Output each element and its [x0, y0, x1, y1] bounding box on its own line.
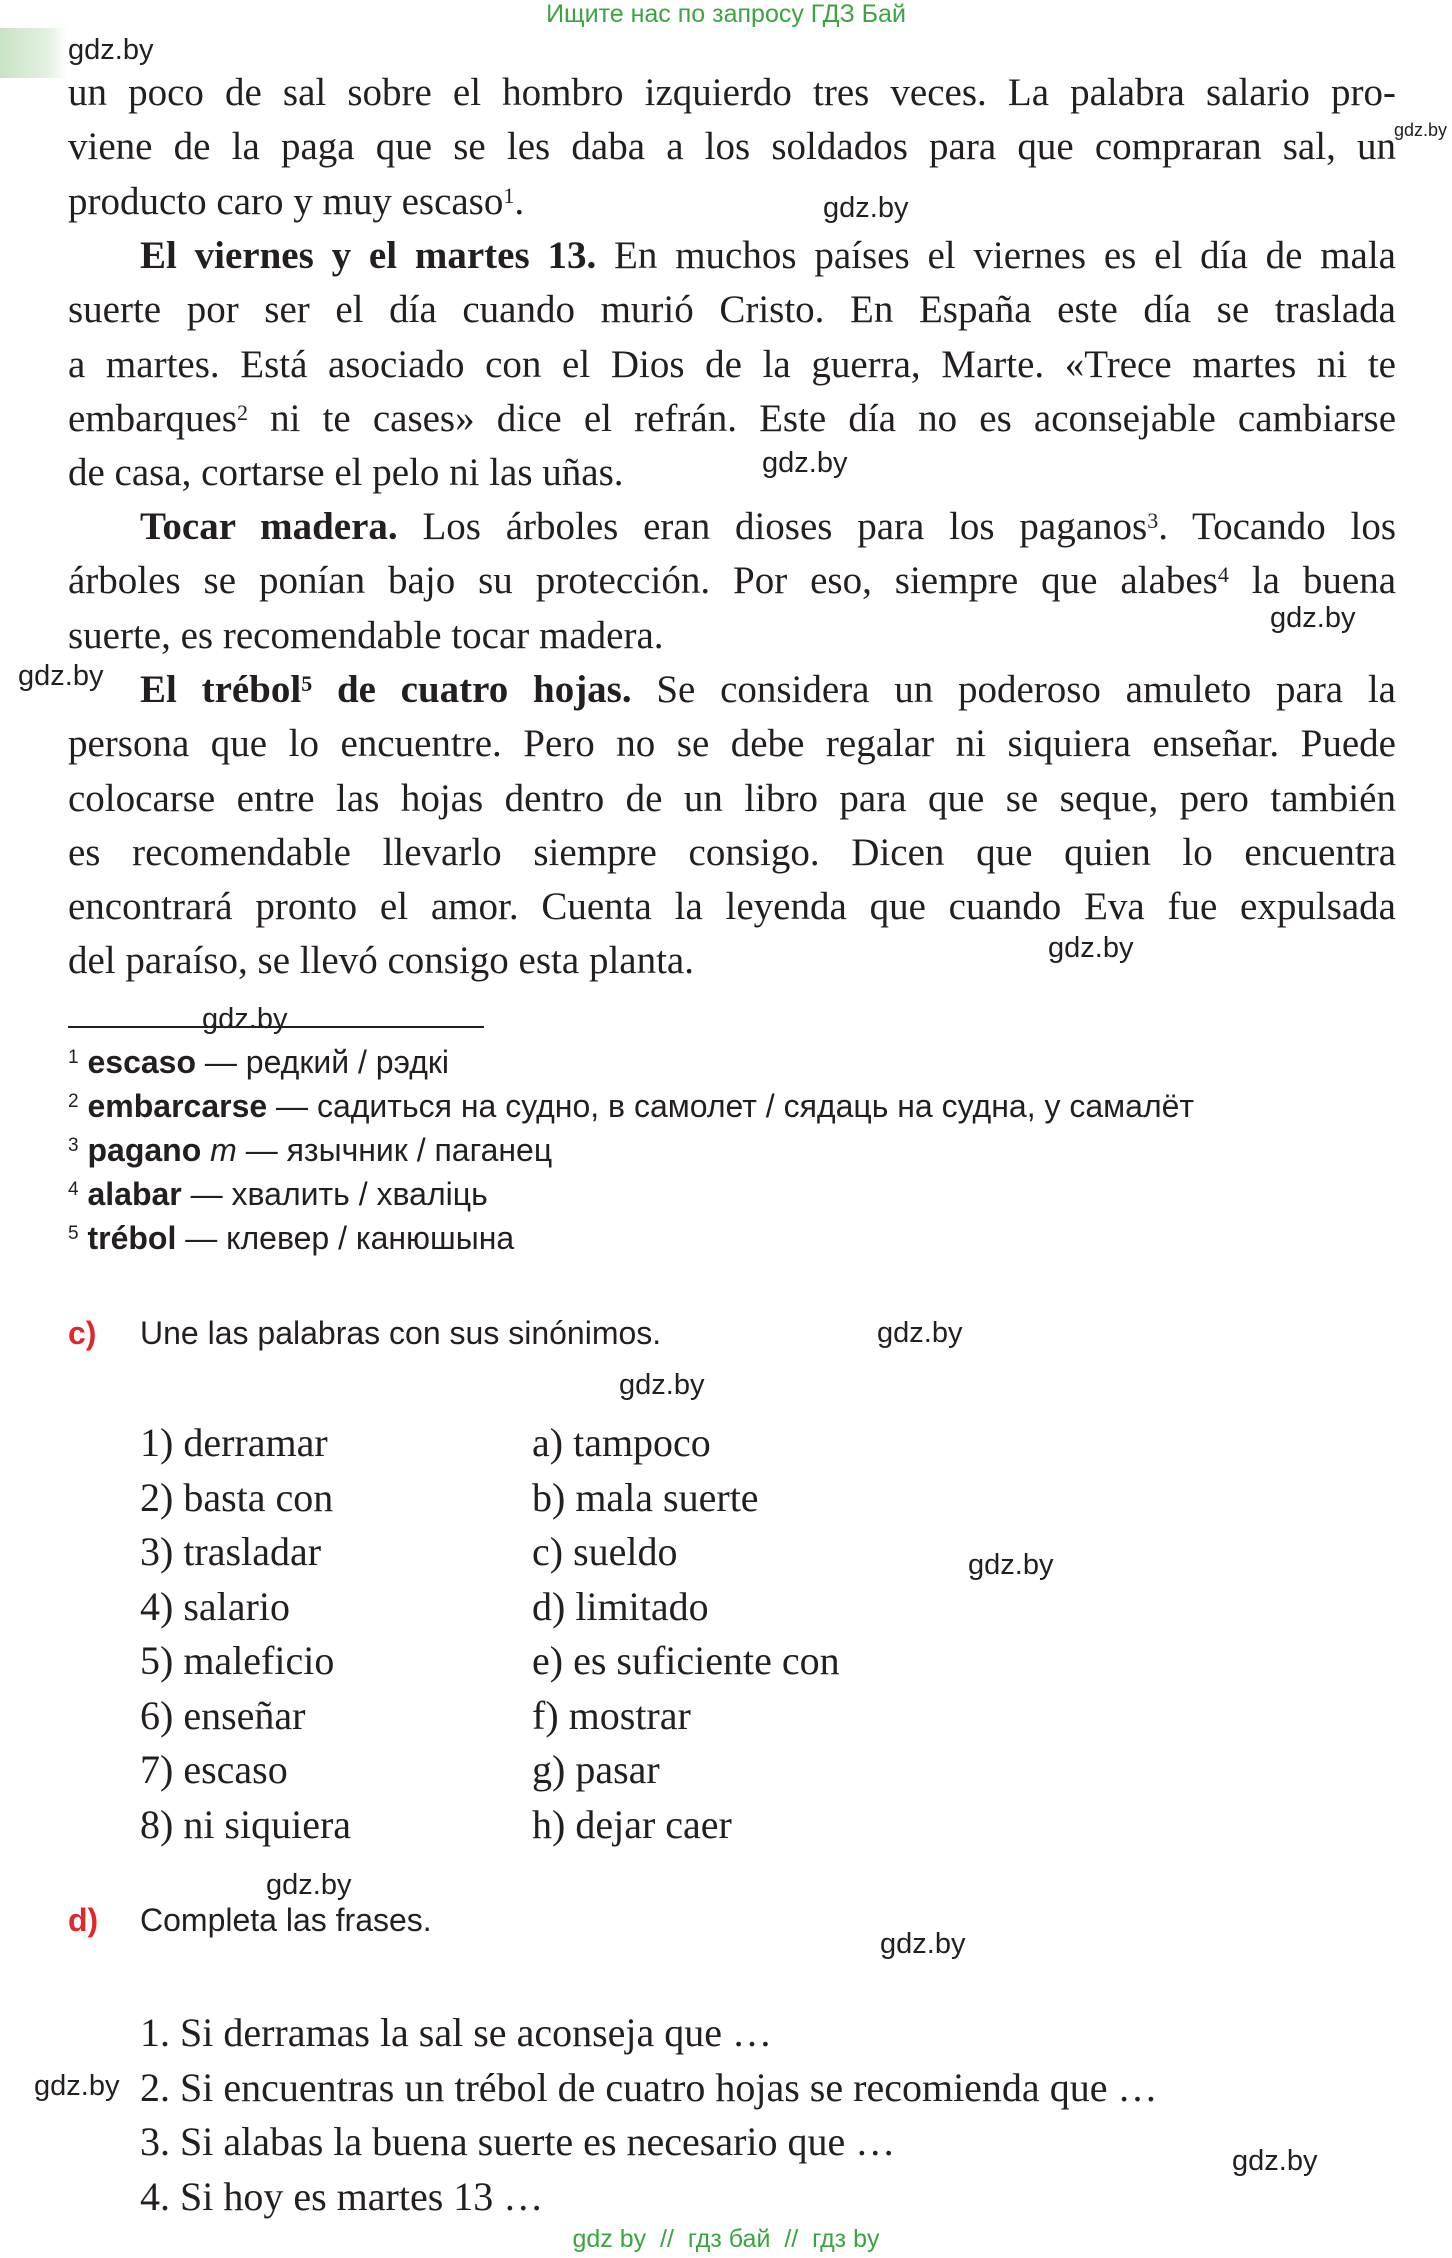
list-item: 8) ni siquiera	[140, 1801, 352, 1847]
list-item: h) dejar caer	[532, 1801, 732, 1847]
watermark: gdz.by	[1048, 932, 1134, 964]
list-item: a) tampoco	[532, 1420, 711, 1465]
list-item: 2) basta con	[140, 1474, 334, 1520]
footnote: $^2$ embarcarse — садиться на судно, в самолет / сядаць на судна, у самалёт	[68, 1088, 1195, 1124]
text-line: suerte por ser el día cuando murió Cristo. En España este día se traslada	[68, 288, 1396, 332]
watermark: gdz.by	[1270, 602, 1356, 634]
paragraph-title: El viernes y el martes 13.	[140, 234, 597, 277]
task-d-instruction: Completa las frases.	[140, 1902, 432, 1938]
footnote-ref: 5	[301, 671, 313, 696]
watermark: gdz.by	[1394, 120, 1448, 140]
list-item: 1) derramar	[140, 1420, 328, 1465]
watermark: gdz.by	[619, 1369, 705, 1401]
list-item: 4) salario	[140, 1583, 290, 1629]
list-item: 5) maleficio	[140, 1638, 335, 1683]
list-item: c) sueldo	[532, 1529, 678, 1574]
watermark: gdz.by	[877, 1317, 963, 1349]
text-line: es recomendable llevarlo siempre consigo. Dicen que quien lo encuentra	[68, 830, 1396, 874]
task-letter-c: c)	[68, 1315, 97, 1351]
list-item: 7) escaso	[140, 1747, 288, 1792]
text-line: colocarse entre las hojas dentro de un libro para que se seque, pero también	[68, 776, 1396, 820]
footnote-ref: 1	[503, 182, 515, 208]
text-line: un poco de sal sobre el hombro izquierdo tres veces. La palabra salario pro-	[68, 71, 1396, 114]
paragraph-martes-13	[68, 229, 1396, 500]
list-item: 3. Si alabas la buena suerte es necesario que …	[140, 2119, 896, 2164]
text-line: viene de la paga que se les daba a los soldados para que compraran sal, un	[68, 125, 1396, 169]
paragraph-title: Tocar madera.	[140, 505, 398, 548]
list-item: 6) enseñar	[140, 1692, 306, 1738]
text-line: embarques$^2$ ni te cases» dice el refrán. Este día no es aconsejable cambiarse	[68, 396, 1396, 440]
list-item: f) mostrar	[532, 1692, 691, 1738]
watermark: gdz.by	[266, 1869, 352, 1901]
footnote-ref: 3	[1147, 508, 1159, 533]
text-line: de casa, cortarse el pelo ni las uñas.	[68, 451, 624, 495]
text-line: del paraíso, se llevó consigo esta planta.	[68, 939, 694, 983]
text-line: El trébol$^5$ de cuatro hojas. Se considera un poderoso amuleto para la	[140, 668, 1396, 711]
watermark: gdz.by	[202, 1003, 288, 1035]
sentence-list	[140, 2006, 1157, 2224]
word-list-left	[140, 1416, 351, 1852]
footnote-ref: 2	[236, 399, 248, 425]
word-list-right	[532, 1416, 840, 1852]
text-line: a martes. Está asociado con el Dios de la guerra, Marte. «Trece martes ni te	[68, 342, 1396, 386]
list-item: 4. Si hoy es martes 13 …	[140, 2173, 544, 2219]
text-line: árboles se ponían bajo su protección. Por eso, siempre que alabes$^4$ la buena	[68, 559, 1397, 603]
text-line: Tocar madera. Los árboles eran dioses para los paganos$^3$. Tocando los	[140, 505, 1396, 548]
text-line: persona que lo encuentre. Pero no se debe regalar ni siquiera enseñar. Puede	[68, 722, 1396, 766]
text-line: producto caro y muy escaso$^1$.	[68, 179, 525, 223]
watermark: gdz.by	[1232, 2145, 1318, 2177]
header-search-link[interactable]: Ищите нас по запросу ГДЗ Бай	[546, 0, 906, 28]
list-item: g) pasar	[532, 1747, 660, 1792]
list-item: 1. Si derramas la sal se aconseja que …	[140, 2010, 773, 2055]
paragraph-tocar-madera	[68, 500, 1396, 663]
footer-links[interactable]: gdz by // гдз бай // гдз by	[572, 2225, 880, 2253]
footnote: $^1$ escaso — редкий / рэдкі	[68, 1044, 449, 1080]
list-item: d) limitado	[532, 1583, 709, 1629]
paragraph-salt	[68, 66, 1396, 229]
list-item: 3) trasladar	[140, 1529, 322, 1574]
footnote: $^3$ pagano m — язычник / паганец	[68, 1132, 553, 1168]
list-item: 2. Si encuentras un trébol de cuatro hojas se recomienda que …	[140, 2064, 1158, 2110]
footnote: $^4$ alabar — хвалить / хваліць	[68, 1176, 488, 1212]
text-line: encontrará pronto el amor. Cuenta la leyenda que cuando Eva fue expulsada	[68, 885, 1396, 929]
text-line: suerte, es recomendable tocar madera.	[68, 613, 664, 657]
text-line: El viernes y el martes 13. En muchos países el viernes es el día de mala	[140, 234, 1396, 277]
watermark: gdz.by	[762, 447, 848, 479]
footnote-divider	[68, 1026, 484, 1028]
paragraph-trebol	[68, 663, 1396, 989]
watermark: gdz.by	[18, 660, 104, 692]
page-corner-decoration	[0, 28, 68, 78]
list-item: b) mala suerte	[532, 1474, 759, 1520]
footnote: $^5$ trébol — клевер / канюшына	[68, 1220, 515, 1256]
watermark: gdz.by	[880, 1928, 966, 1960]
task-letter-d: d)	[68, 1902, 99, 1938]
watermark: gdz.by	[968, 1549, 1054, 1581]
list-item: e) es suficiente con	[532, 1638, 840, 1683]
footnote-ref: 4	[1217, 562, 1229, 588]
task-c-instruction: Une las palabras con sus sinónimos.	[140, 1315, 662, 1351]
watermark: gdz.by	[34, 2070, 120, 2102]
paragraph-title: El trébol$^5$ de cuatro hojas.	[140, 668, 632, 711]
watermark: gdz.by	[823, 192, 909, 224]
watermark: gdz.by	[68, 34, 154, 66]
